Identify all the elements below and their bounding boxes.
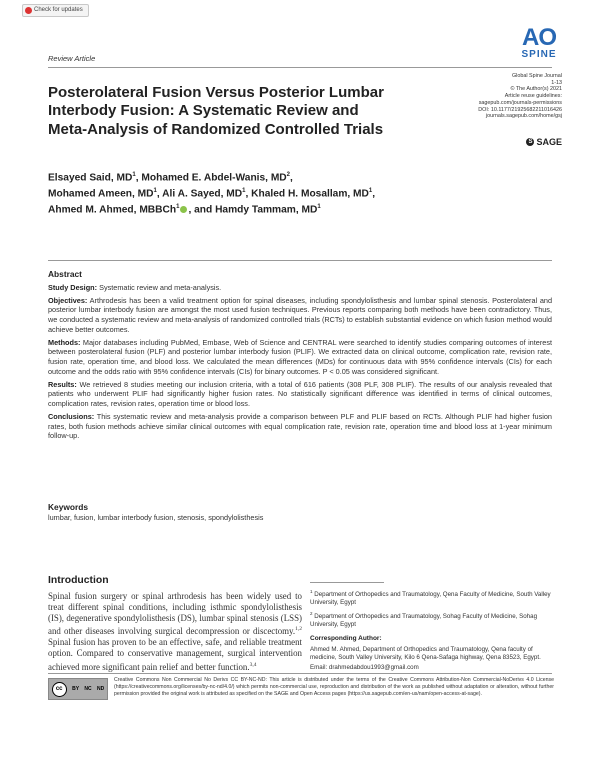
author-affiliation-sup: 1 bbox=[153, 187, 157, 194]
author-name: Ali A. Sayed, MD bbox=[162, 188, 243, 200]
copyright: © The Author(s) 2021 bbox=[510, 86, 562, 93]
author-affiliation-sup: 2 bbox=[286, 172, 291, 178]
affiliation-1: $^1$ Department of Orthopedics and Traumatology, Qena Faculty of Medicine, South Valley University, Egypt bbox=[310, 589, 551, 607]
sage-circle-icon: S bbox=[528, 139, 533, 145]
article-type-label: Review Article bbox=[48, 54, 96, 63]
logo-spine-text: SPINE bbox=[521, 49, 557, 60]
affiliation-footnotes bbox=[310, 588, 554, 675]
cc-icon: cc bbox=[52, 682, 67, 697]
citation-ref[interactable]: 1,2 bbox=[295, 626, 302, 633]
page-range: 1-13 bbox=[551, 79, 562, 86]
journal-meta bbox=[422, 73, 562, 120]
cc-nc-label: NC bbox=[84, 686, 92, 692]
introduction-heading: Introduction bbox=[48, 575, 109, 586]
abstract-divider bbox=[48, 260, 552, 261]
author-list: Elsayed Said, $MD^1$, Mohamed E. Abdel-Wanis, $MD^2$, Mohamed Ameen, $MD^1$, Ali A. Sayed, $MD^1$, Khaled H. Mosallam, $MD^1$, Ahmed M. Ahmed, MBBCh$^1$ , and Hamdy Tammam, $MD^1$ bbox=[48, 172, 376, 216]
affiliation-2: $^2$ Department of Orthopedics and Traumatology, Sohag Faculty of Medicine, Sohag University, Egypt bbox=[310, 610, 538, 629]
logo-ao-text: AO bbox=[522, 24, 556, 51]
cc-nd-label: ND bbox=[97, 686, 105, 692]
abstract-heading: Abstract bbox=[48, 269, 82, 279]
abstract-methods: Methods: Major databases including PubMed, Embase, Web of Science and CENTRAL were searched to identify studies comparing outcomes of interest between posterolateral fusion (PLF) and posterior lumbar interbody fusion (PLIF). We extracted data on clinical outcome, complication rate, revision rate, fusion rate, operation time, and blood loss. We calculated the mean differences (MDs) for continuous data with 95% confidence intervals (CIs) for each outcome and the odds ratio with 95% confidence intervals (CIs) for binary outcomes. P < 0.05 was considered significant. bbox=[48, 337, 552, 376]
abstract-objectives: Objectives: Arthrodesis has been a valid treatment option for spinal diseases, including spondylolisthesis and lumbar spinal stenosis. Posterolateral and posterior lumbar interbody fusion are amongst the most used fusion techniques. Previous reports comparing both methods have been contradictory. Thus, we conducted a systematic review and meta-analysis of randomized controlled trials (RCTs) to establish substantial evidence on which fusion method would achieve better outcomes. bbox=[48, 295, 553, 334]
publisher-name: SAGE bbox=[536, 137, 562, 147]
keywords-heading: Keywords bbox=[48, 502, 89, 512]
abstract-section bbox=[48, 270, 552, 444]
publisher-logo bbox=[526, 137, 562, 147]
abstract-conclusions: Conclusions: This systematic review and meta-analysis provide a comparison between PLF and PLIF based on RCTs. Although PLIF had higher fusion rates, both fusion methods achieve similar clinical outcomes with equal complication rate, revision rate, operation time and blood loss at 1-year minimum follow-up. bbox=[48, 411, 552, 441]
author-affiliation-sup: 1 bbox=[132, 172, 136, 178]
reuse-label: Article reuse guidelines: bbox=[504, 93, 562, 100]
header-divider bbox=[48, 67, 552, 68]
article-title: Posterolateral Fusion Versus Posterior Lumbar Interbody Fusion: A Systematic Review and Meta-Analysis of Randomized Controlled Trials bbox=[48, 84, 384, 138]
author-name: Mohamed E. Abdel-Wanis, MD bbox=[141, 172, 287, 184]
orcid-icon[interactable] bbox=[180, 206, 187, 213]
author-name: Ahmed M. Ahmed, MBBCh bbox=[48, 204, 177, 216]
corresponding-author-email[interactable]: Email: drahmedabdou1993@gmail.com bbox=[310, 664, 419, 672]
author-affiliation-sup: 1 bbox=[242, 187, 246, 194]
author-name: Elsayed Said, MD bbox=[48, 172, 133, 184]
cc-by-label: BY bbox=[72, 686, 80, 692]
footnote-divider bbox=[310, 582, 384, 583]
doi[interactable]: DOI: 10.1177/21925682211016426 bbox=[478, 106, 562, 113]
author-affiliation-sup: 1 bbox=[317, 203, 321, 210]
author-name: and Hamdy Tammam, MD bbox=[194, 204, 318, 216]
abstract-results: Results: We retrieved 8 studies meeting our inclusion criteria, with a total of 616 patients (308 PLF, 308 PLIF). The results of our analysis revealed that patients who underwent PLIF had significantly higher fusion rates. No statistically significant difference was identified in terms of clinical outcomes, complication rates, revision rates, operation time or blood loss. bbox=[48, 379, 552, 408]
license-divider bbox=[48, 673, 552, 674]
author-affiliation-sup: 1 bbox=[176, 203, 180, 210]
check-for-updates-label: Check for updates bbox=[34, 7, 83, 13]
update-status-icon bbox=[25, 7, 32, 14]
corresponding-author-heading: Corresponding Author: bbox=[310, 635, 382, 643]
check-for-updates-button[interactable] bbox=[22, 4, 89, 17]
author-name: Mohamed Ameen, MD bbox=[48, 188, 154, 200]
citation-ref[interactable]: 3,4 bbox=[249, 661, 257, 668]
author-name: Khaled H. Mosallam, MD bbox=[251, 188, 369, 200]
abstract-study-design: Study Design: Systematic review and meta-analysis. bbox=[48, 282, 222, 292]
license-text: Creative Commons Non Commercial No Derivs CC BY-NC-ND: This article is distributed under the terms of the Creative Commons Attribution-Non Commercial-NoDerivs 4.0 License (https://creativecommons.org/licenses/by-nc-nd/4.0/) which permits non-commercial use, reproduction and distribution of the work as published without adaptation or alteration, without further permission provided the original work is attributed as specified on the SAGE and Open Access pages (https://us.sagepub.com/en-us/nam/open-access-at-sage). bbox=[114, 677, 554, 697]
journal-logo bbox=[510, 24, 568, 61]
cc-license-badge[interactable] bbox=[48, 678, 108, 700]
introduction-body: Spinal fusion surgery or spinal arthrodesis has been widely used to treat different spinal conditions, including isthmic spondylolisthesis (IS), degenerative spondylolisthesis (DS), lumbar spinal stenosis (LSS) and other diseases involving surgical decompression or discectomy.$^{1,2}$ Spinal fusion has proven to be an effective, safe, and reliable treatment option. Compared to conservative management, surgical intervention achieved more significant pain relief and better function.$^{3,4}$ bbox=[48, 591, 302, 672]
author-affiliation-sup: 1 bbox=[368, 187, 373, 194]
keywords-list: lumbar, fusion, lumbar interbody fusion, stenosis, spondylolisthesis bbox=[48, 512, 264, 522]
journal-home-link[interactable]: journals.sagepub.com/home/gsj bbox=[485, 113, 562, 120]
corresponding-author-text: Ahmed M. Ahmed, Department of Orthopedics and Traumatology, Qena faculty of medicine, South Valley University, Kilo 6 Qena-Safaga highway, Qena 83523, Egypt. bbox=[310, 645, 541, 661]
keywords-section bbox=[48, 503, 552, 522]
permissions-link[interactable]: sagepub.com/journals-permissions bbox=[478, 99, 562, 106]
journal-name: Global Spine Journal bbox=[511, 73, 562, 79]
